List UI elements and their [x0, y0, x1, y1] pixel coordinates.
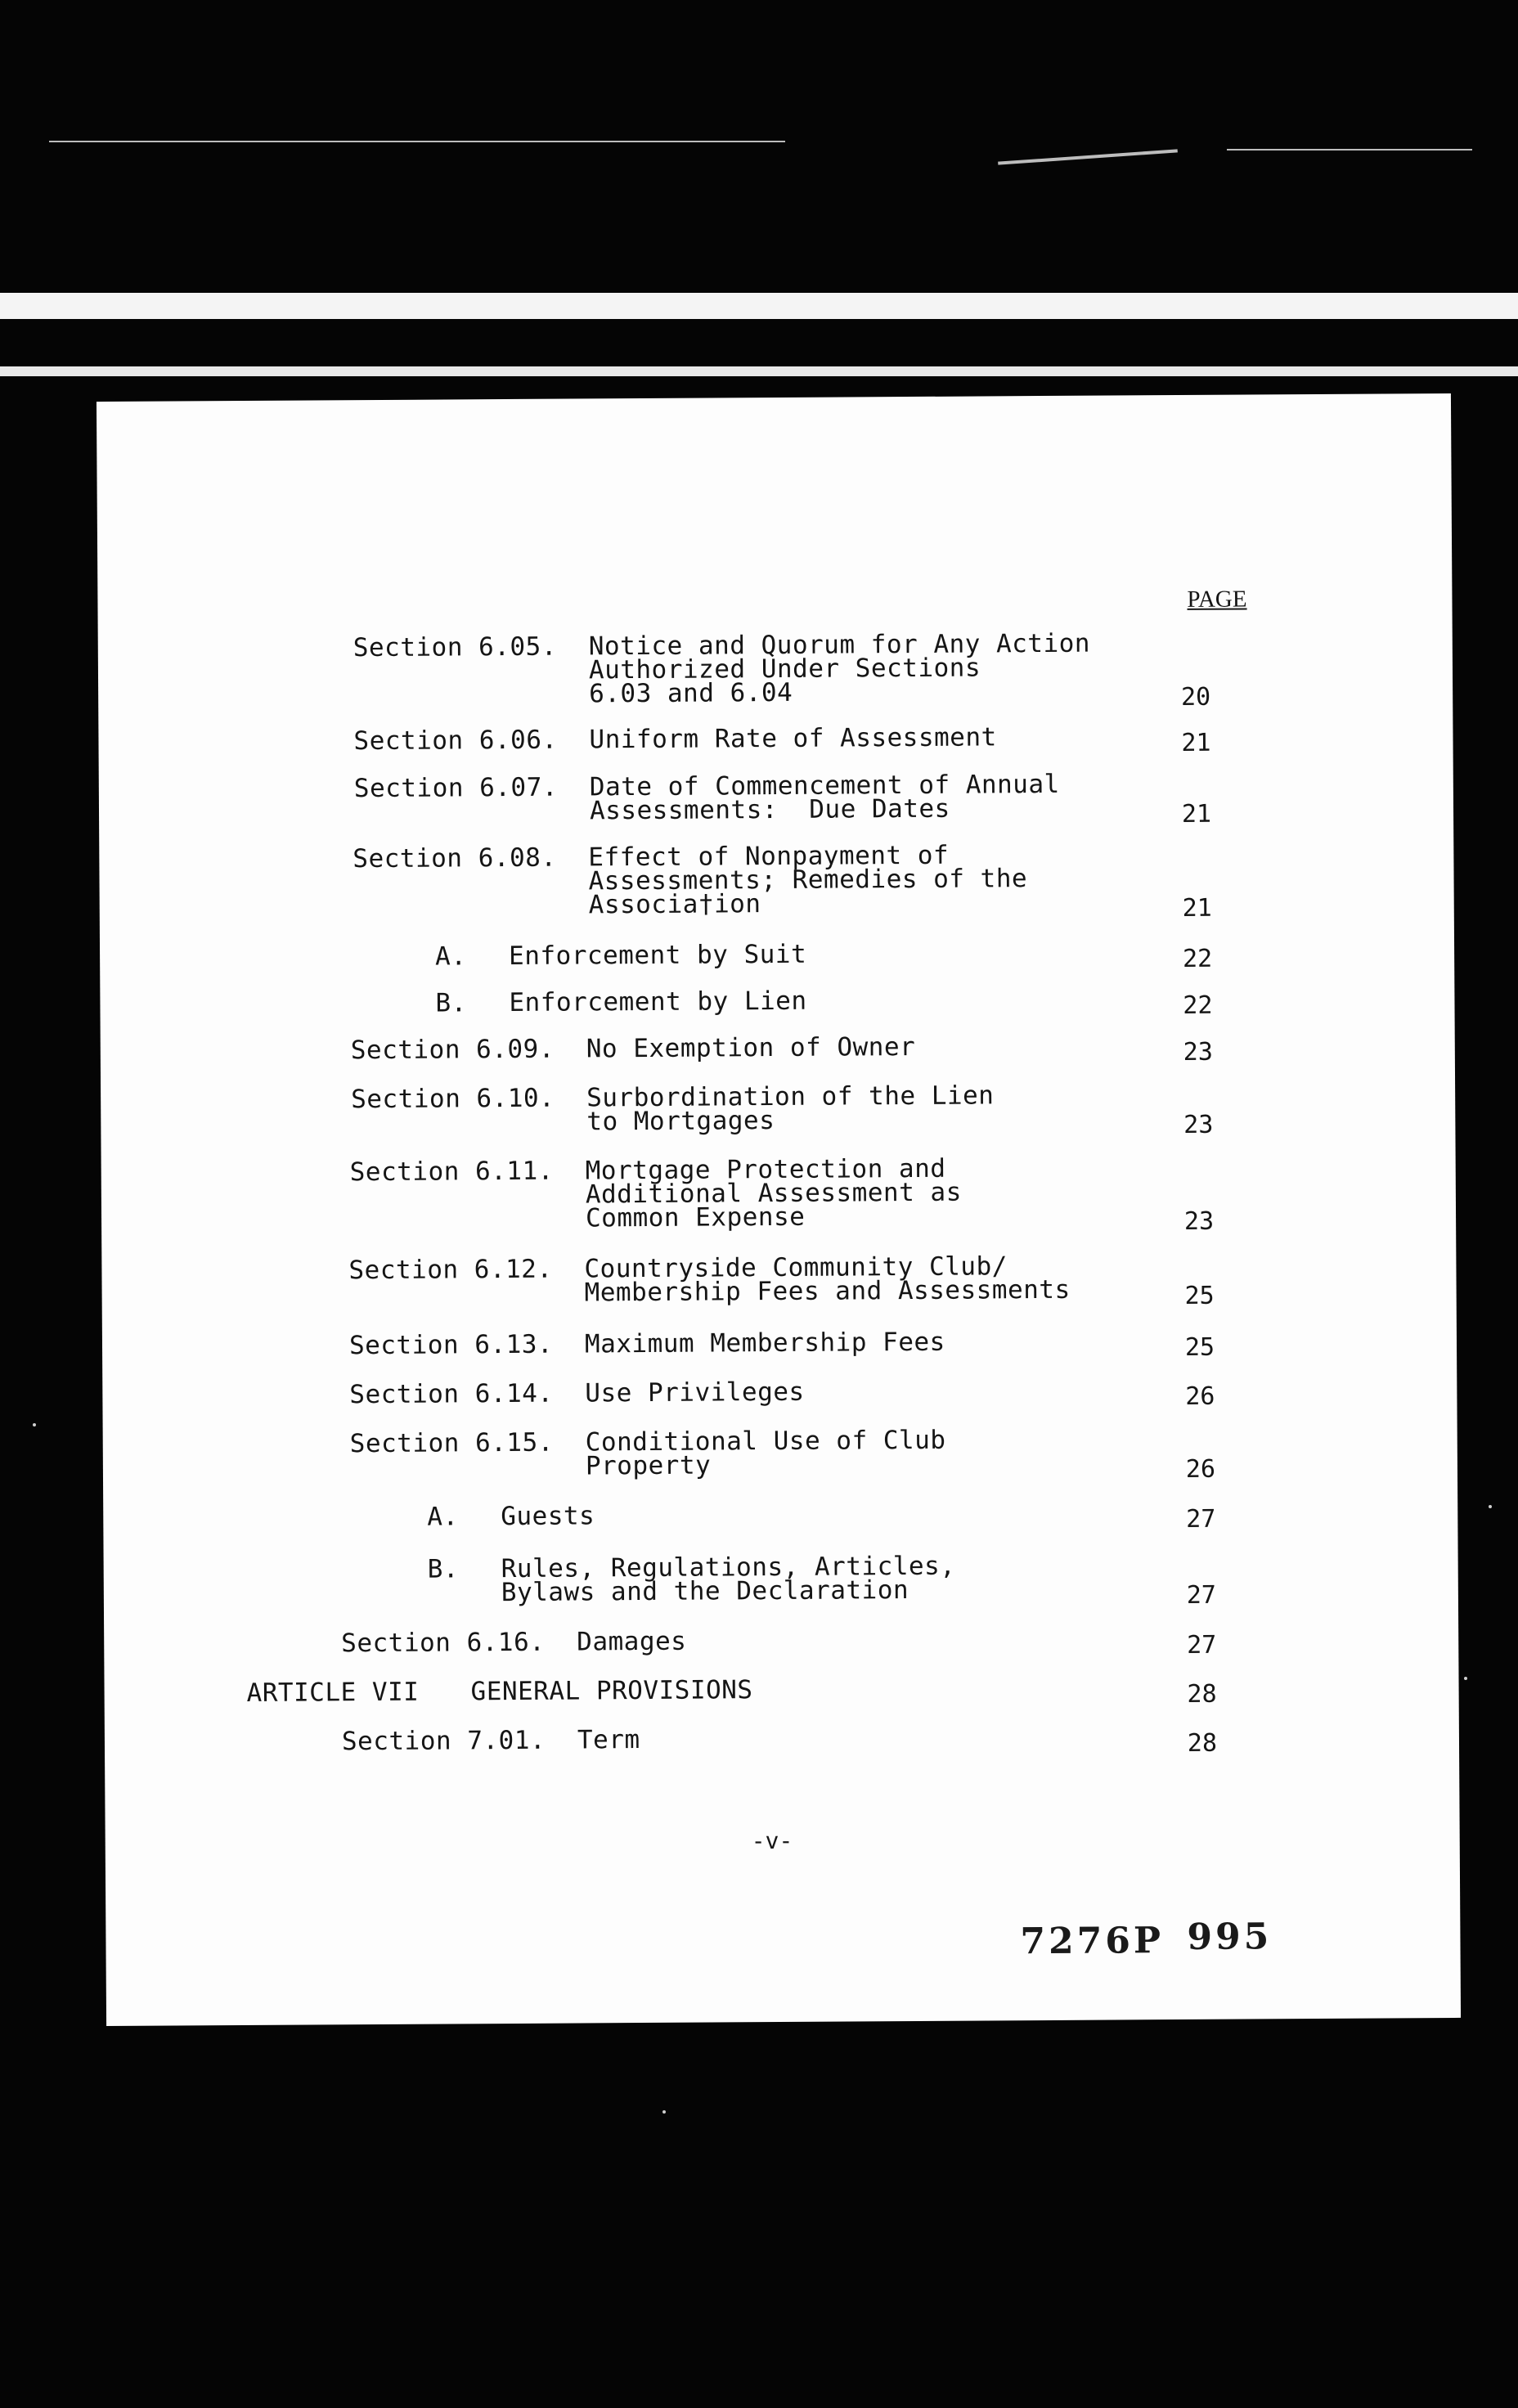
toc-entry-title-line: Countryside Community Club/ [584, 1251, 1008, 1284]
scan-band-top [0, 293, 1518, 319]
toc-entry-page-number: 21 [1182, 893, 1212, 923]
toc-entry-label: Section 6.14. [349, 1378, 554, 1410]
scan-speck [1464, 1677, 1467, 1680]
toc-entry-title-line: Assessments: Due Dates [589, 793, 950, 826]
toc-entry-title-line: Notice and Quorum for Any Action [588, 628, 1091, 662]
scan-streak [49, 141, 785, 142]
toc-entry-label: Section 6.05. [353, 631, 558, 663]
toc-entry-title-line: Rules, Regulations, Articles, [501, 1551, 956, 1584]
toc-entry-page-number: 25 [1184, 1332, 1215, 1362]
scan-band-lower [0, 366, 1518, 376]
toc-entry-title-line: to Mortgages [586, 1106, 775, 1137]
toc-entry-page-number: 27 [1186, 1504, 1216, 1534]
toc-entry-title-line: Damages [577, 1626, 687, 1657]
toc-entry-title-line: Additional Assessment as [585, 1177, 962, 1210]
toc-entry-page-number: 25 [1184, 1281, 1215, 1310]
toc-entry-title-line: Assessments; Remedies of the [588, 864, 1028, 896]
toc-entry-title-line: Term [577, 1725, 640, 1755]
toc-entry-title-line: Surbordination of the Lien [586, 1080, 995, 1113]
toc-entry-page-number: 28 [1187, 1679, 1217, 1709]
toc-entry-page-number: 27 [1187, 1630, 1217, 1660]
toc-entry-page-number: 22 [1183, 991, 1213, 1020]
toc-entry-title-line: Uniform Rate of Assessment [589, 722, 997, 755]
toc-entry-label: ARTICLE VII [246, 1677, 420, 1708]
toc-entry-title-line: Guests [501, 1501, 595, 1532]
toc-entry-label: Section 6.16. [341, 1627, 546, 1659]
toc-entry-label: Section 6.11. [349, 1156, 554, 1188]
scan-speck [33, 1423, 36, 1426]
recording-stamp-page: 995 [1187, 1916, 1273, 1958]
toc-entry-label: Section 7.01. [341, 1725, 546, 1757]
toc-entry-title-line: Use Privileges [585, 1377, 805, 1408]
toc-entry-label: Section 6.09. [350, 1034, 555, 1066]
toc-entry-label: Section 6.08. [353, 842, 557, 874]
toc-entry-page-number: 23 [1183, 1110, 1214, 1139]
toc-entry-page-number: 27 [1186, 1580, 1216, 1610]
page-number-roman: -v- [751, 1826, 793, 1855]
scan-speck [1489, 1505, 1492, 1508]
toc-entry-title-line: Property [585, 1450, 712, 1481]
toc-entry-label: Section 6.10. [351, 1083, 555, 1115]
page-column-header: PAGE [1187, 586, 1247, 613]
toc-entry-page-number: 23 [1183, 1206, 1215, 1236]
toc-entry-page-number: 28 [1187, 1728, 1218, 1758]
toc-entry-page-number: 22 [1182, 944, 1213, 973]
toc-entry-title-line: Effect of Nonpayment of [588, 840, 950, 873]
toc-entry-title-line: No Exemption of Owner [586, 1031, 916, 1064]
scan-speck [662, 2110, 666, 2114]
scan-streak [1227, 149, 1472, 150]
toc-entry-title-line: Authorized Under Sections [588, 653, 981, 685]
document-page [97, 393, 1461, 2026]
toc-entry-title-line: Enforcement by Lien [509, 986, 807, 1018]
toc-entry-title-line: Associa†ion [588, 889, 761, 920]
toc-entry-label: B. [427, 1554, 460, 1584]
recording-stamp-book: 7276P [1020, 1920, 1165, 1963]
toc-entry-label: A. [434, 941, 467, 972]
toc-entry-title-line: Mortgage Protection and [585, 1153, 946, 1186]
toc-entry-title-line: Membership Fees and Assessments [584, 1274, 1071, 1308]
toc-entry-label: Section 6.07. [353, 772, 559, 804]
toc-entry-title-line: Date of Commencement of Annual [589, 769, 1060, 802]
toc-entry-title-line: GENERAL PROVISIONS [470, 1675, 753, 1707]
toc-entry-label: Section 6.15. [349, 1427, 554, 1459]
toc-entry-label: A. [427, 1502, 459, 1532]
toc-entry-title-line: Bylaws and the Declaration [501, 1575, 909, 1608]
toc-entry-page-number: 26 [1185, 1454, 1216, 1484]
toc-entry-page-number: 23 [1183, 1037, 1213, 1067]
toc-entry-page-number: 21 [1181, 799, 1212, 829]
toc-entry-label: Section 6.13. [348, 1329, 554, 1361]
toc-entry-page-number: 21 [1181, 728, 1211, 757]
toc-entry-label: Section 6.06. [353, 725, 558, 757]
toc-entry-title-line: Maximum Membership Fees [584, 1327, 945, 1359]
toc-entry-label: Section 6.12. [348, 1254, 553, 1286]
toc-entry-page-number: 20 [1180, 682, 1211, 712]
toc-entry-title-line: 6.03 and 6.04 [589, 677, 793, 709]
toc-entry-page-number: 26 [1185, 1381, 1215, 1411]
scan-streak [998, 149, 1178, 164]
toc-entry-title-line: Enforcement by Suit [508, 939, 807, 972]
toc-entry-title-line: Common Expense [585, 1202, 806, 1233]
toc-entry-label: B. [435, 988, 467, 1018]
toc-entry-title-line: Conditional Use of Club [585, 1425, 946, 1458]
